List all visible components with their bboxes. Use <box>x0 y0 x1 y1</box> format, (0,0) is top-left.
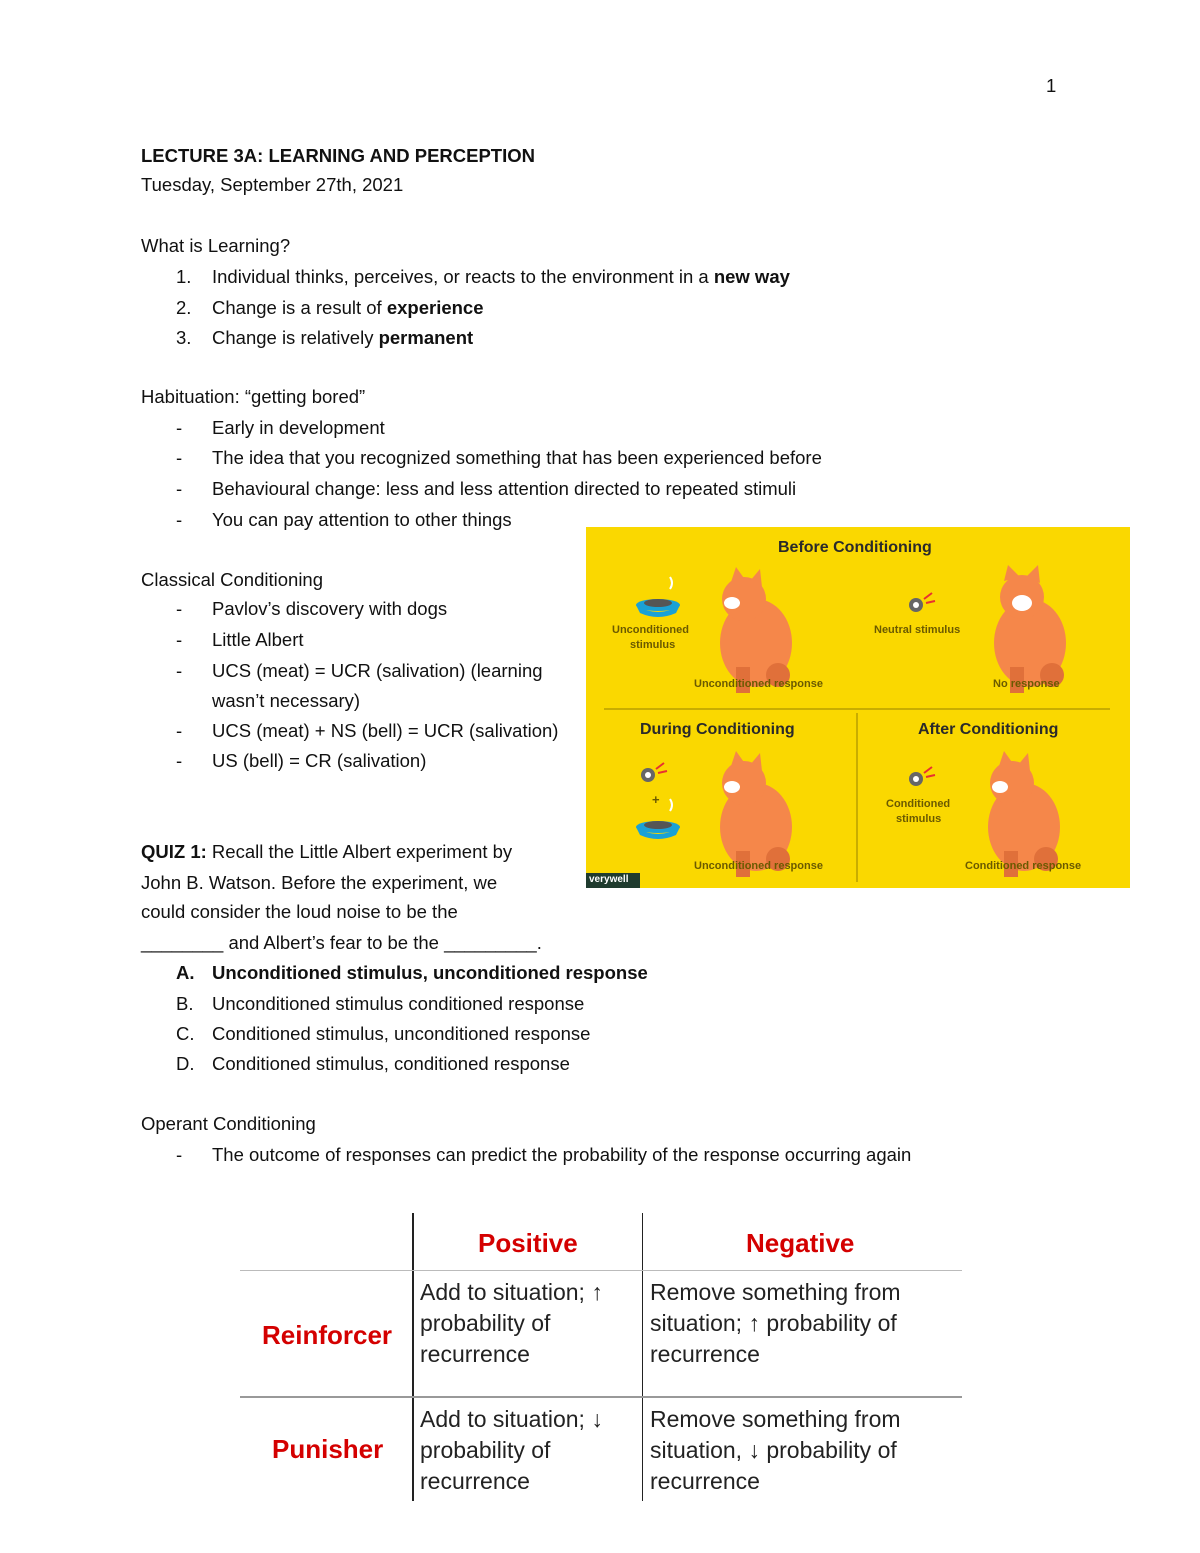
learning-heading: What is Learning? <box>141 235 291 256</box>
list-text: UCS (meat) + NS (bell) = UCR (salivation) <box>212 720 559 741</box>
list-text: Change is a result of <box>212 297 387 318</box>
quiz-text: John B. Watson. Before the experiment, we <box>141 872 498 893</box>
figure-illustration <box>586 527 1130 888</box>
option-letter: D. <box>176 1053 195 1074</box>
list-text: You can pay attention to other things <box>212 509 512 530</box>
list-number: 2. <box>176 297 192 318</box>
habituation-heading: Habituation: “getting bored” <box>141 386 366 407</box>
label-ucr: Unconditioned response <box>694 678 823 690</box>
table-cell: Remove something from situation, ↓ probability of recurrence <box>650 1406 901 1494</box>
list-emphasis: permanent <box>378 327 474 348</box>
label-ucs-line2: stimulus <box>630 639 676 651</box>
option-text: Conditioned stimulus, unconditioned response <box>212 1023 591 1044</box>
list-text: Little Albert <box>212 629 304 650</box>
list-text: Behavioural change: less and less attention directed to repeated stimuli <box>212 478 797 499</box>
quiz-text: Recall the Little Albert experiment by <box>206 841 513 862</box>
operant-heading: Operant Conditioning <box>141 1113 316 1134</box>
table-divider <box>412 1213 414 1501</box>
label-no-response: No response <box>993 678 1060 690</box>
row-header-reinforcer: Reinforcer <box>262 1320 393 1350</box>
bell-icon <box>909 593 935 612</box>
panel-heading-after: After Conditioning <box>918 721 1059 738</box>
list-text: UCS (meat) = UCR (salivation) (learning <box>212 660 543 681</box>
label-cs-line2: stimulus <box>896 813 942 825</box>
table-cell: Add to situation; ↓ probability of recurrence <box>420 1406 603 1494</box>
panel-heading-before: Before Conditioning <box>778 539 932 556</box>
list-text: The outcome of responses can predict the probability of the response occurring again <box>212 1144 912 1165</box>
list-number: 1. <box>176 266 192 287</box>
table-cell: Add to situation; ↑ probability of recurrence <box>420 1279 603 1367</box>
quiz-label: QUIZ 1: <box>141 841 207 862</box>
brand-logo: verywell <box>589 874 629 885</box>
option-letter: C. <box>176 1023 195 1044</box>
bell-icon <box>909 767 935 786</box>
bell-icon <box>641 763 667 782</box>
list-text: Individual thinks, perceives, or reacts to the environment in a <box>212 266 714 287</box>
table-cell: Remove something from situation; ↑ probability of recurrence <box>650 1279 901 1367</box>
option-letter: A. <box>176 962 195 983</box>
lecture-title: LECTURE 3A: LEARNING AND PERCEPTION <box>141 145 536 166</box>
classical-conditioning-figure <box>586 527 1130 888</box>
option-text: Conditioned stimulus, conditioned response <box>212 1053 570 1074</box>
label-neutral: Neutral stimulus <box>874 624 961 636</box>
quiz-text: could consider the loud noise to be the <box>141 901 458 922</box>
panel-heading-during: During Conditioning <box>640 721 795 738</box>
list-emphasis: experience <box>386 297 484 318</box>
label-ucr-during: Unconditioned response <box>694 860 823 872</box>
table-divider <box>240 1270 962 1271</box>
quiz-text: ________ and Albert’s fear to be the _________. <box>141 932 542 953</box>
label-plus: + <box>652 792 660 807</box>
list-number: 3. <box>176 327 192 348</box>
list-text: Pavlov’s discovery with dogs <box>212 598 448 619</box>
option-letter: B. <box>176 993 194 1014</box>
page-number: 1 <box>1046 75 1057 96</box>
classical-heading: Classical Conditioning <box>141 569 324 590</box>
label-ucs: Unconditioned <box>612 624 689 636</box>
col-header-positive: Positive <box>478 1228 578 1258</box>
label-cr: Conditioned response <box>965 860 1082 872</box>
list-text: Early in development <box>212 417 385 438</box>
list-text: Change is relatively <box>212 327 379 348</box>
option-text: Unconditioned stimulus, unconditioned response <box>212 962 648 983</box>
table-divider <box>642 1213 643 1501</box>
option-text: Unconditioned stimulus conditioned response <box>212 993 585 1014</box>
lecture-date: Tuesday, September 27th, 2021 <box>141 174 404 195</box>
operant-table <box>240 1213 962 1503</box>
col-header-negative: Negative <box>746 1228 855 1258</box>
row-header-punisher: Punisher <box>272 1434 384 1464</box>
list-emphasis: new way <box>713 266 790 287</box>
list-text-continued: wasn’t necessary) <box>212 690 361 711</box>
list-text: US (bell) = CR (salivation) <box>212 750 427 771</box>
label-cs: Conditioned <box>886 798 951 810</box>
list-text: The idea that you recognized something that has been experienced before <box>212 447 822 468</box>
quiz-line <box>141 841 512 863</box>
dog-icon <box>720 567 792 693</box>
dog-icon <box>994 565 1066 693</box>
food-bowl-icon <box>636 577 680 617</box>
table-divider <box>240 1396 962 1398</box>
